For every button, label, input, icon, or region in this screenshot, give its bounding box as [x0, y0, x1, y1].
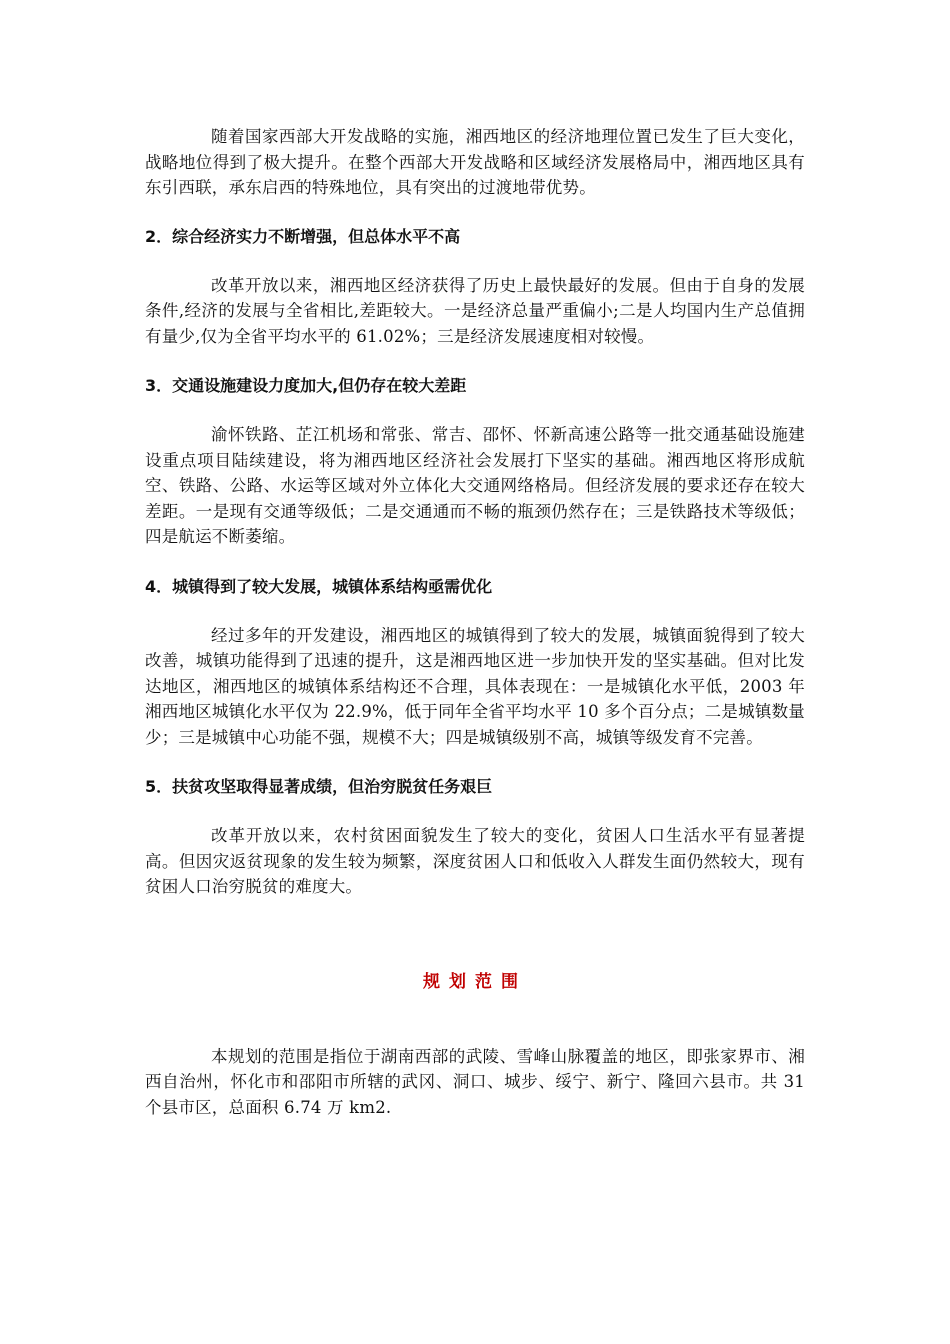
paragraph-poverty: 改革开放以来，农村贫困面貌发生了较大的变化，贫困人口生活水平有显著提高。但因灾返贫现象的发生较为频繁，深度贫困人口和低收入人群发生面仍然较大，现有贫困人口治穷脱贫的难度大。: [145, 826, 805, 896]
paragraph-intro: 随着国家西部大开发战略的实施，湘西地区的经济地理位置已发生了巨大变化，战略地位得到了极大提升。在整个西部大开发战略和区域经济发展格局中，湘西地区具有东引西联，承东启西的特殊地位，具有突出的过渡地带优势。: [145, 127, 805, 197]
paragraph-urban: 经过多年的开发建设，湘西地区的城镇得到了较大的发展，城镇面貌得到了较大改善，城镇功能得到了迅速的提升，这是湘西地区进一步加快开发的坚实基础。但对比发达地区，湘西地区的城镇体系结构还不合理，具体表现在：一是城镇化水平低，2003 年湘西地区城镇化水平仅为 22.9%，低于同年全省平均水平 10 多个百分点；二是城镇数量少；三是城镇中心功能不强，规模不大；四是城镇级别不高，城镇等级发育不完善。: [145, 625, 805, 747]
heading-urban: 4．城镇得到了较大发展，城镇体系结构亟需优化: [145, 576, 493, 596]
heading-transport: 3．交通设施建设力度加大,但仍存在较大差距: [145, 376, 467, 395]
heading-poverty: 5．扶贫攻坚取得显著成绩，但治穷脱贫任务艰巨: [145, 777, 493, 796]
paragraph-scope: 本规划的范围是指位于湖南西部的武陵、雪峰山脉覆盖的地区，即张家界市、湘西自治州，怀化市和邵阳市所辖的武冈、洞口、城步、绥宁、新宁、隆回六县市。共 31 个县市区，总面积 6.74 万 km2.: [145, 1046, 805, 1117]
section-title-scope: 规划范围: [423, 971, 527, 992]
document-page: [145, 124, 805, 1120]
heading-economy: 2．综合经济实力不断增强，但总体水平不高: [145, 226, 461, 246]
paragraph-economy: 改革开放以来，湘西地区经济获得了历史上最快最好的发展。但由于自身的发展条件,经济的发展与全省相比,差距较大。一是经济总量严重偏小;二是人均国内生产总值拥有量少,仅为全省平均水平的 61.02%；三是经济发展速度相对较慢。: [145, 275, 805, 346]
paragraph-transport: 渝怀铁路、芷江机场和常张、常吉、邵怀、怀新高速公路等一批交通基础设施建设重点项目陆续建设，将为湘西地区经济社会发展打下坚实的基础。湘西地区将形成航空、铁路、公路、水运等区域对外立体化大交通网络格局。但经济发展的要求还存在较大差距。一是现有交通等级低；二是交通通而不畅的瓶颈仍然存在；三是铁路技术等级低；四是航运不断萎缩。: [145, 425, 805, 546]
